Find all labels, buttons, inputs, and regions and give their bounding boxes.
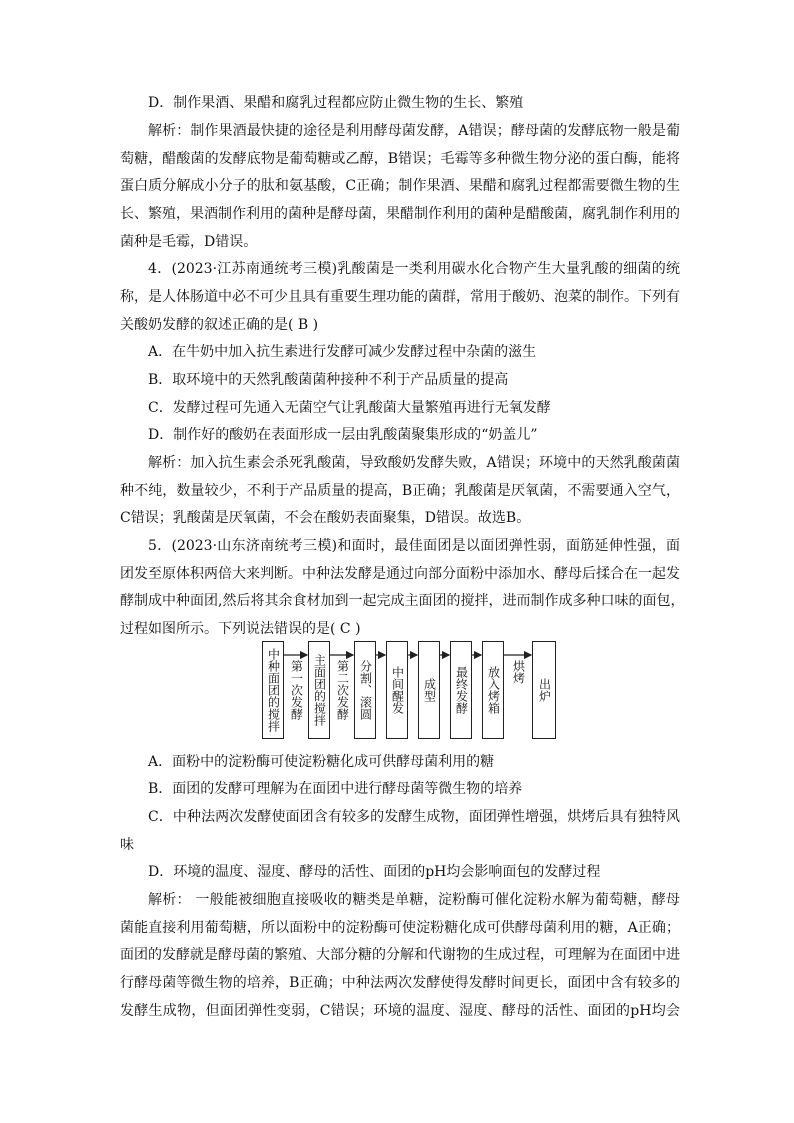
analysis-q5-line5: 发酵生成物，但面团弹性变弱，C错误；环境的温度、湿度、酵母的活性、面团的pH均会 <box>120 1003 680 1019</box>
analysis-q3-line1: 解析：制作果酒最快捷的途径是利用酵母菌发酵，A错误；酵母菌的发酵底物一般是葡 <box>148 123 680 139</box>
option-d-q4: D．制作好的酸奶在表面形成一层由乳酸菌聚集形成的“奶盖儿” <box>148 427 538 443</box>
question-5-line1: 5．(2023·山东济南统考三模)和面时，最佳面团是以面团弹性弱，面筋延伸性强，面 <box>148 538 680 554</box>
question-4-line1: 4．(2023·江苏南通统考三模)乳酸菌是一类利用碳水化合物产生大量乳酸的细菌的统 <box>148 261 680 277</box>
analysis-q5-line2: 菌能直接利用葡萄糖，所以面粉中的淀粉酶可使淀粉糖化成可供酵母菌利用的糖，A正确； <box>120 920 680 936</box>
analysis-q4-line3: C错误；乳酸菌是厌氧菌，不会在酸奶表面聚集，D错误。故选B。 <box>120 510 531 526</box>
analysis-q3-line3: 蛋白质分解成小分子的肽和氨基酸，C正确；制作果酒、果醋和腐乳过程都需要微生物的生 <box>120 178 680 194</box>
flow-box-3-label: 分割、滚圆 <box>358 660 373 720</box>
question-4-line3: 关酸奶发酵的叙述正确的是( B ) <box>120 317 319 333</box>
analysis-q3-line4: 长、繁殖，果酒制作利用的菌种是酵母菌，果醋制作利用的菌种是醋酸菌，腐乳制作利用的 <box>120 206 680 222</box>
question-5-line4: 过程如图所示。下列说法错误的是( C ) <box>120 621 361 637</box>
flow-arrow-label-1: 第一次发酵 <box>289 660 304 720</box>
analysis-q4-line2: 种不纯，数量较少，不利于产品质量的提高，B正确；乳酸菌是厌氧菌，不需要通入空气， <box>120 483 680 499</box>
flow-box-8-label: 出炉 <box>537 678 552 702</box>
flow-box-4 <box>386 641 408 739</box>
analysis-q3-line2: 萄糖，醋酸菌的发酵底物是葡萄糖或乙醇，B错误；毛霉等多种微生物分泌的蛋白酶，能将 <box>120 151 680 167</box>
option-b-q5: B．面团的发酵可理解为在面团中进行酵母菌等微生物的培养 <box>148 781 523 797</box>
flow-box-6 <box>450 641 472 739</box>
question-4-line2: 称，是人体肠道中必不可少且具有重要生理功能的菌群，常用于酸奶、泡菜的制作。下列有 <box>120 289 680 305</box>
analysis-q5-line4: 行酵母菌等微生物的培养，B正确；中种法两次发酵使得发酵时间更长，面团中含有较多的 <box>120 975 680 991</box>
option-c-q5-line2: 味 <box>120 837 134 853</box>
flow-arrow-label-2: 第二次发酵 <box>335 660 350 720</box>
flow-box-7-label: 放入烤箱 <box>486 666 501 714</box>
analysis-q3-line5: 菌种是毛霉，D错误。 <box>120 234 258 250</box>
flow-box-1-label: 中种面团的搅拌 <box>266 648 281 732</box>
flow-box-8 <box>532 641 556 739</box>
option-d-q5: D．环境的温度、湿度、酵母的活性、面团的pH均会影响面包的发酵过程 <box>148 864 601 880</box>
question-5-line2: 团发至原体积两倍大来判断。中种法发酵是通过向部分面粉中添加水、酵母后揉合在一起发 <box>120 566 680 582</box>
flow-box-6-label: 最终发酵 <box>454 666 469 714</box>
option-b-q4: B．取环境中的天然乳酸菌菌种接种不利于产品质量的提高 <box>148 372 509 388</box>
flow-box-7 <box>482 641 504 739</box>
question-5-line3: 酵制成中种面团,然后将其余食材加到一起完成主面团的搅拌，进而制作成多种口味的面包， <box>120 593 685 609</box>
option-d-q3: D．制作果酒、果醋和腐乳过程都应防止微生物的生长、繁殖 <box>148 95 524 111</box>
flow-box-2 <box>308 641 330 739</box>
option-a-q5: A．面粉中的淀粉酶可使淀粉糖化成可供酵母菌利用的糖 <box>148 754 495 770</box>
bread-process-flowchart <box>262 641 558 739</box>
flow-arrow-label-7: 烘烤 <box>511 660 526 684</box>
analysis-q4-line1: 解析：加入抗生素会杀死乳酸菌，导致酸奶发酵失败，A错误；环境中的天然乳酸菌菌 <box>148 455 680 471</box>
flow-box-5-label: 成型 <box>422 678 437 702</box>
option-c-q4: C．发酵过程可先通入无菌空气让乳酸菌大量繁殖再进行无氧发酵 <box>148 400 551 416</box>
flow-box-4-label: 中间醒发 <box>390 666 405 714</box>
analysis-q5-line1: 解析： 一般能被细胞直接吸收的糖类是单糖，淀粉酶可催化淀粉水解为葡萄糖，酵母 <box>148 892 680 908</box>
option-c-q5-line1: C．中种法两次发酵使面团含有较多的发酵生成物，面团弹性增强，烘烤后具有独特风 <box>148 809 680 825</box>
flow-box-5 <box>418 641 440 739</box>
flow-box-2-label: 主面团的搅拌 <box>312 654 327 726</box>
flow-box-3 <box>354 641 376 739</box>
option-a-q4: A．在牛奶中加入抗生素进行发酵可减少发酵过程中杂菌的滋生 <box>148 344 537 360</box>
analysis-q5-line3: 面团的发酵就是酵母菌的繁殖、大部分糖的分解和代谢物的生成过程，可理解为在面团中进 <box>120 947 680 963</box>
flow-box-1 <box>262 641 284 739</box>
